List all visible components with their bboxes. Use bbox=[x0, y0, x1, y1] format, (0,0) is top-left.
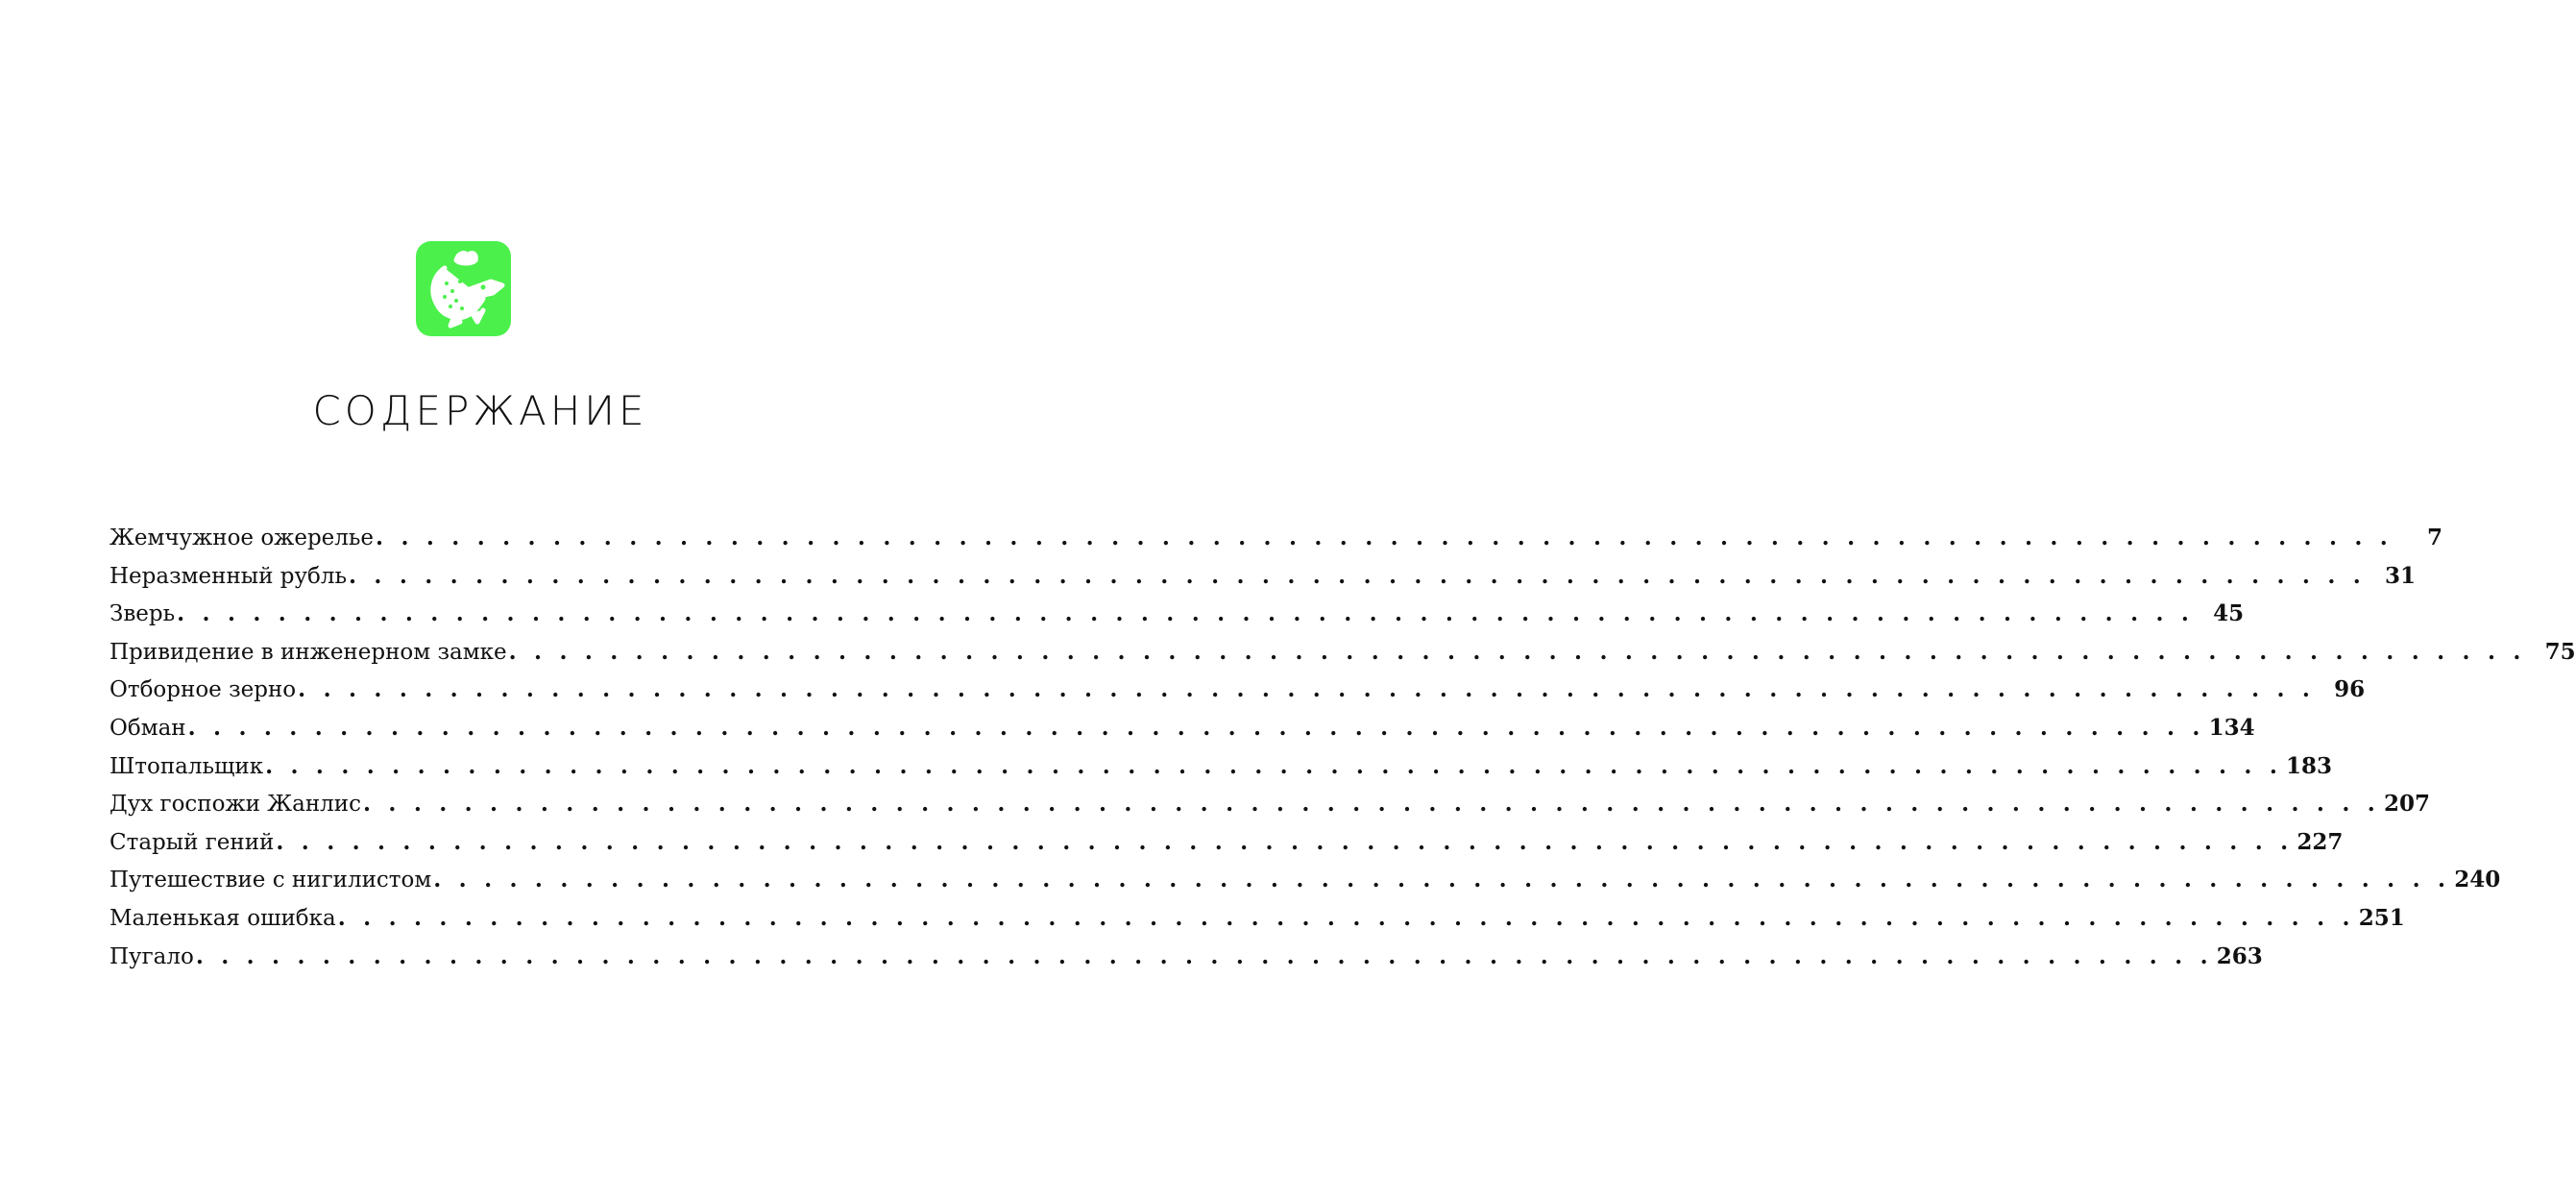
toc-entry[interactable] bbox=[109, 557, 2416, 596]
table-of-contents bbox=[109, 519, 2576, 975]
toc-dot-leader: . . . . . . . . . . . . . . . . . . . . . . . . . . . . . . . . . . . . . . . . . . . . . . . . . . . . . . . . . . . . . . . . . . . . . . . . . . . . . . . . bbox=[337, 904, 2355, 931]
toc-entry-title: Маленькая ошибка bbox=[109, 905, 336, 931]
toc-dot-leader: . . . . . . . . . . . . . . . . . . . . . . . . . . . . . . . . . . . . . . . . . . . . . . . . . . . . . . . . . . . . . . . . . . . . . . . . . . . . . . . . bbox=[276, 828, 2294, 855]
toc-entry[interactable] bbox=[109, 899, 2405, 938]
toc-entry[interactable] bbox=[109, 747, 2333, 786]
toc-dot-leader: . . . . . . . . . . . . . . . . . . . . . . . . . . . . . . . . . . . . . . . . . . . . . . . . . . . . . . . . . . . . . . . . . . . . . . . . . . . . . . . . bbox=[508, 638, 2526, 665]
toc-dot-leader: . . . . . . . . . . . . . . . . . . . . . . . . . . . . . . . . . . . . . . . . . . . . . . . . . . . . . . . . . . . . . . . . . . . . . . . . . . . . . . . . bbox=[376, 525, 2394, 550]
toc-dot-leader: . . . . . . . . . . . . . . . . . . . . . . . . . . . . . . . . . . . . . . . . . . . . . . . . . . . . . . . . . . . . . . . . . . . . . . . . . . . . . . . . bbox=[187, 714, 2205, 741]
toc-dot-leader: . . . . . . . . . . . . . . . . . . . . . . . . . . . . . . . . . . . . . . . . . . . . . . . . . . . . . . . . . . . . . . . . . . . . . . . . . . . . . . . . bbox=[177, 600, 2195, 627]
toc-entry-title: Дух госпожи Жанлис bbox=[109, 792, 361, 818]
toc-entry-title: Обман bbox=[109, 715, 186, 741]
toc-entry-page-number: 7 bbox=[2427, 525, 2443, 550]
toc-dot-leader: . . . . . . . . . . . . . . . . . . . . . . . . . . . . . . . . . . . . . . . . . . . . . . . . . . . . . . . . . . . . . . . . . . . . . . . . . . . . . . . . bbox=[362, 791, 2380, 818]
toc-entry-title: Отборное зерно bbox=[109, 677, 297, 703]
toc-entry-page-number: 251 bbox=[2358, 904, 2405, 931]
toc-entry-title: Неразменный рубль bbox=[109, 563, 347, 589]
toc-entry[interactable] bbox=[109, 823, 2344, 862]
fish-icon bbox=[416, 241, 511, 336]
toc-entry-title: Путешествие с нигилистом bbox=[109, 868, 432, 893]
toc-dot-leader: . . . . . . . . . . . . . . . . . . . . . . . . . . . . . . . . . . . . . . . . . . . . . . . . . . . . . . . . . . . . . . . . . . . . . . . . . . . . . . . . bbox=[433, 867, 2451, 893]
toc-entry[interactable] bbox=[109, 595, 2245, 633]
toc-dot-leader: . . . . . . . . . . . . . . . . . . . . . . . . . . . . . . . . . . . . . . . . . . . . . . . . . . . . . . . . . . . . . . . . . . . . . . . . . . . . . . . . bbox=[298, 676, 2316, 703]
toc-dot-leader: . . . . . . . . . . . . . . . . . . . . . . . . . . . . . . . . . . . . . . . . . . . . . . . . . . . . . . . . . . . . . . . . . . . . . . . . . . . . . . . . bbox=[195, 942, 2213, 969]
toc-entry-page-number: 183 bbox=[2286, 752, 2333, 779]
toc-entry-title: Старый гений bbox=[109, 829, 275, 855]
toc-entry-title: Жемчужное ожерелье bbox=[109, 526, 375, 550]
toc-entry-page-number: 31 bbox=[2384, 562, 2416, 589]
toc-dot-leader: . . . . . . . . . . . . . . . . . . . . . . . . . . . . . . . . . . . . . . . . . . . . . . . . . . . . . . . . . . . . . . . . . . . . . . . . . . . . . . . . bbox=[349, 562, 2366, 589]
toc-entry-page-number: 75 bbox=[2544, 638, 2576, 665]
toc-entry[interactable] bbox=[109, 633, 2576, 672]
toc-entry-page-number: 227 bbox=[2297, 828, 2344, 855]
toc-entry-page-number: 263 bbox=[2216, 942, 2263, 969]
toc-entry-page-number: 207 bbox=[2383, 791, 2430, 818]
toc-entry[interactable] bbox=[109, 519, 2443, 557]
toc-entry[interactable] bbox=[109, 938, 2263, 976]
toc-entry-page-number: 134 bbox=[2208, 714, 2255, 741]
toc-entry-title: Штопальщик bbox=[109, 753, 264, 779]
chapter-emblem bbox=[416, 241, 511, 336]
toc-entry-title: Зверь bbox=[109, 601, 176, 627]
toc-entry-title: Пугало bbox=[109, 943, 194, 969]
toc-entry[interactable] bbox=[109, 709, 2255, 747]
toc-entry-title: Привидение в инженерном замке bbox=[109, 639, 507, 665]
toc-dot-leader: . . . . . . . . . . . . . . . . . . . . . . . . . . . . . . . . . . . . . . . . . . . . . . . . . . . . . . . . . . . . . . . . . . . . . . . . . . . . . . . . bbox=[265, 752, 2283, 779]
toc-entry[interactable] bbox=[109, 785, 2430, 823]
toc-entry[interactable] bbox=[109, 671, 2366, 709]
toc-entry-page-number: 45 bbox=[2213, 600, 2245, 627]
page-title: СОДЕРЖАНИЕ bbox=[312, 387, 648, 434]
toc-entry-page-number: 240 bbox=[2454, 867, 2501, 893]
toc-entry[interactable] bbox=[109, 861, 2501, 899]
toc-entry-page-number: 96 bbox=[2334, 676, 2366, 703]
